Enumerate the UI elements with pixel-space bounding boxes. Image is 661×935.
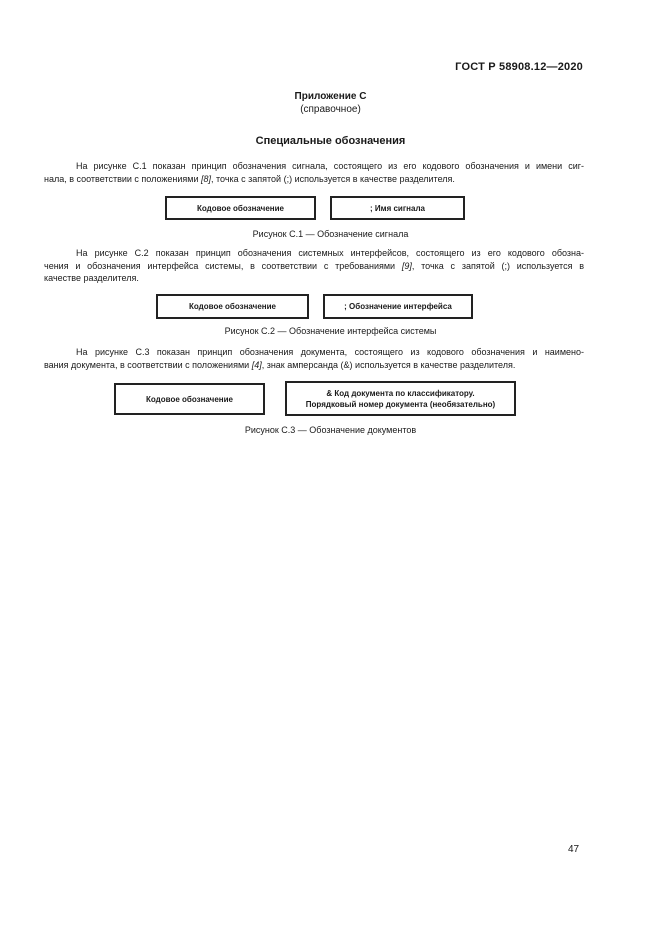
document-code-box (285, 381, 516, 416)
text-run: вания документа, в соответствии с положениями (44, 359, 252, 370)
box-label-line: & Код документа по классификатору. (326, 388, 475, 398)
reference-link: [9] (401, 260, 412, 271)
paragraph-document (44, 346, 584, 371)
code-designation-box (114, 383, 265, 415)
figure-caption: Рисунок С.1 — Обозначение сигнала (252, 229, 409, 239)
code-designation-box (165, 196, 316, 220)
text-run: , знак амперсанда (&) используется в качестве разделителя. (261, 359, 516, 370)
text-run: чения и обозначения интерфейса системы, в соответствии с требованиями (44, 260, 402, 271)
box-label: Кодовое обозначение (189, 302, 276, 311)
page-number: 47 (568, 844, 580, 855)
paragraph-line (44, 260, 584, 273)
box-label: ; Обозначение интерфейса (344, 302, 452, 311)
paragraph-line: На рисунке С.1 показан принцип обозначения сигнала, состоящего из его кодового обозначения и имени сиг- (76, 161, 584, 171)
paragraph-line: качестве разделителя. (44, 273, 139, 283)
box-label (306, 388, 495, 410)
paragraph-interface (44, 247, 584, 285)
paragraph-line: На рисунке С.2 показан принцип обозначения системных интерфейсов, состоящего из его кодового обозна- (76, 248, 584, 258)
paragraph-signal (44, 160, 584, 185)
paragraph-line: На рисунке С.3 показан принцип обозначения документа, состоящего из кодового обозначения и наимено- (76, 347, 584, 357)
paragraph-line (44, 173, 584, 186)
standard-code: ГОСТ Р 58908.12—2020 (455, 61, 583, 73)
code-designation-box (156, 294, 309, 319)
annex-kind: (справочное) (300, 104, 361, 115)
text-run: нала, в соответствии с положениями (44, 173, 201, 184)
reference-link: [8] (200, 173, 211, 184)
box-label: Кодовое обозначение (146, 394, 233, 404)
text-run: , точка с запятой (;) используется в качестве разделителя. (210, 173, 455, 184)
text-run: , точка с запятой (;) используется в (411, 260, 584, 271)
figure-caption: Рисунок С.2 — Обозначение интерфейса системы (224, 326, 437, 336)
figure-caption: Рисунок С.3 — Обозначение документов (244, 425, 417, 435)
signal-name-box (330, 196, 465, 220)
section-title: Специальные обозначения (255, 135, 406, 147)
interface-designation-box (323, 294, 473, 319)
box-label: ; Имя сигнала (370, 203, 425, 213)
box-label-line: Порядковый номер документа (необязательно) (305, 399, 496, 409)
reference-link: [4] (251, 359, 262, 370)
box-label: Кодовое обозначение (197, 203, 284, 213)
paragraph-line (44, 359, 584, 372)
annex-title: Приложение С (294, 91, 367, 102)
